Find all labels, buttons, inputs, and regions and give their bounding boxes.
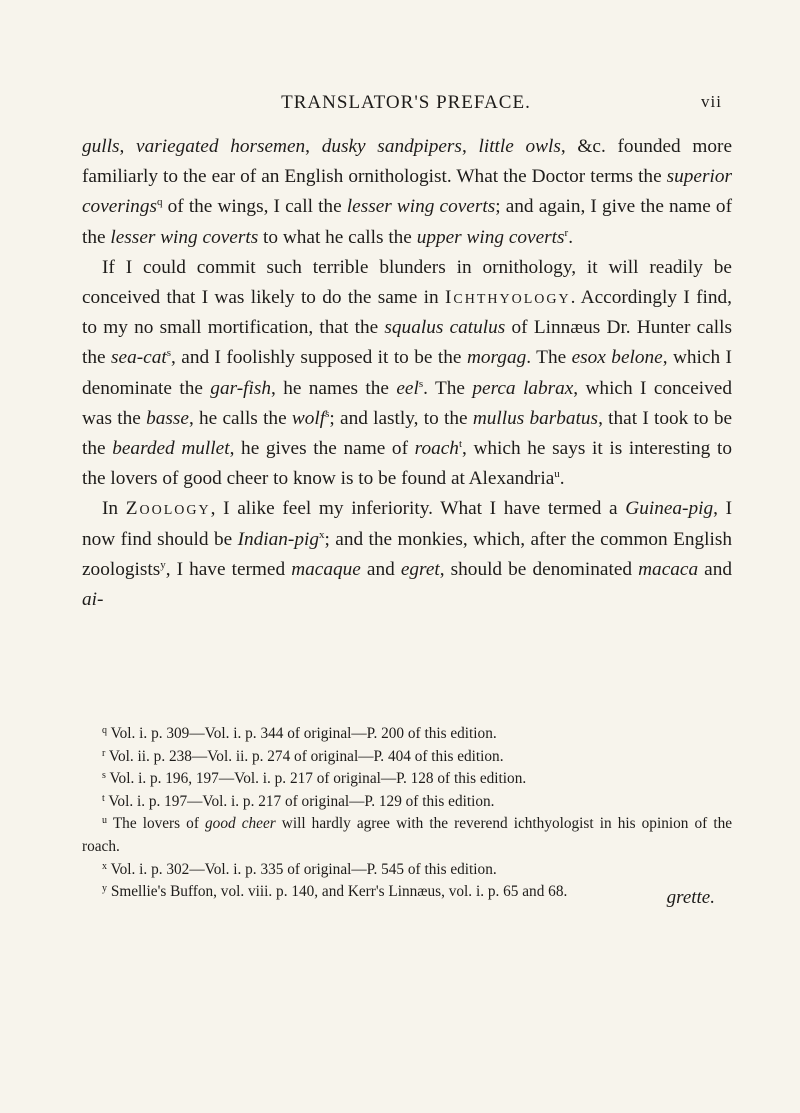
italic-term: superior coverings [82, 166, 732, 218]
footnote-r [82, 746, 732, 769]
italic-term: morgag [466, 347, 527, 369]
italic-term: eel [396, 377, 419, 399]
italic-term: sea-cat [111, 347, 167, 369]
italic-term: lesser wing coverts [110, 226, 259, 248]
footnote-text: Vol. i. p. 197—Vol. i. p. 217 of original—P. 129 of this edition. [108, 792, 495, 810]
italic-term: squalus catulus [384, 317, 506, 339]
footnote-mark: q [102, 725, 107, 736]
text-run: and [360, 558, 401, 580]
footnote-q [82, 723, 732, 746]
text-run: . [559, 468, 565, 490]
footnotes [82, 723, 732, 904]
footnote-ref: s [325, 407, 330, 420]
italic-term: basse [146, 407, 189, 429]
footnote-u [82, 813, 732, 858]
footnote-t [82, 791, 732, 814]
footnote-text: will hardly agree with the reverend ichthyologist in his opinion of the roach. [82, 815, 733, 855]
italic-term: mullus barbatus [472, 407, 599, 429]
text-run: , he names the [270, 377, 397, 399]
footnote-mark: y [102, 883, 107, 895]
italic-term: esox belone [571, 347, 663, 369]
footnote-ref: u [554, 468, 560, 481]
italic-term: little owls [478, 136, 561, 157]
text-run: , I alike feel my inferiority. What I have termed a [210, 498, 626, 520]
text-run: , that I took to be the [82, 407, 733, 460]
italic-term: bearded mullet [112, 438, 230, 460]
text-run: ; and lastly, to the [329, 407, 473, 429]
catchword: grette. [666, 887, 715, 908]
text-run: . Accordingly I find, to my no small mortification, that the [82, 287, 732, 339]
italic-term: dusky sandpipers [321, 136, 462, 157]
footnote-mark: x [102, 860, 107, 872]
text-run: In [102, 498, 126, 520]
footnote-mark: t [102, 792, 105, 804]
main-text [82, 132, 732, 615]
footnote-ref: y [160, 558, 166, 571]
italic-term: gulls [82, 136, 120, 157]
footnote-ref: q [156, 196, 163, 209]
footnote-y [82, 881, 732, 904]
text-run: , should be denominated [439, 558, 639, 580]
text-run: , he gives the name of [229, 438, 415, 460]
text-run: , I now find should be [82, 498, 733, 550]
small-caps-term: Ichthyology [444, 287, 571, 309]
footnote-text: The lovers of [112, 815, 206, 833]
text-run: ; and the monkies, which, after the common English zoologists [82, 528, 732, 580]
footnote-text: Vol. i. p. 196, 197—Vol. i. p. 217 of original—P. 128 of this edition. [109, 770, 527, 788]
text-run: of Linnæus Dr. Hunter calls the [82, 317, 732, 369]
text-run: . The [526, 347, 572, 369]
text-run: , &c. founded more familiarly to the ear of an English ornithologist. What the Doctor terms the [82, 136, 733, 188]
italic-term: egret [400, 558, 440, 580]
footnote-mark: u [102, 815, 107, 827]
text-run: , [461, 136, 479, 157]
italic-term: roach [414, 438, 459, 460]
text-run: , I have termed [165, 558, 292, 580]
italic-term: upper wing coverts [416, 226, 565, 248]
italic-term: macaca [638, 558, 699, 580]
text-run: . The [423, 377, 473, 399]
footnote-ref: t [458, 438, 462, 451]
paragraph-3 [82, 494, 732, 615]
text-run: to what he calls the [258, 226, 417, 248]
footnote-ref: s [418, 377, 424, 390]
text-run: . [568, 226, 574, 248]
text-run: of the wings, I call the [162, 196, 347, 218]
footnote-mark: r [102, 747, 106, 759]
footnote-ref: s [166, 347, 171, 360]
footnote-s [82, 768, 732, 791]
text-run: , which he says it is interesting to the lovers of good cheer to know is to be found at Alexandria [82, 438, 732, 490]
footnote-text: Vol. i. p. 302—Vol. i. p. 335 of original—P. 545 of this edition. [110, 860, 497, 878]
text-run: , which I conceived was the [82, 377, 732, 429]
text-run: ; and again, I give the name of the [82, 196, 732, 248]
italic-term: good cheer [205, 815, 276, 833]
italic-term: lesser wing coverts [346, 196, 496, 218]
italic-term: macaque [291, 558, 361, 580]
paragraph-2 [82, 253, 732, 495]
italic-term: gar-fish [210, 377, 271, 399]
footnote-mark: s [102, 770, 106, 782]
footnote-x [82, 859, 732, 882]
text-run: , [119, 136, 137, 157]
page-header [90, 92, 722, 122]
footnote-text: Smellie's Buffon, vol. viii. p. 140, and Kerr's Linnæus, vol. i. p. 65 and 68. [110, 883, 568, 901]
footnote-text: Vol. i. p. 309—Vol. i. p. 344 of original—P. 200 of this edition. [110, 725, 497, 742]
footnote-ref: x [319, 528, 325, 541]
small-caps-term: Zoology [125, 498, 211, 520]
italic-term: variegated horsemen [136, 136, 306, 157]
text-run: , [305, 136, 322, 157]
italic-term: Indian-pig [237, 528, 319, 550]
text-run: , he calls the [188, 407, 292, 429]
italic-term: ai- [82, 589, 104, 611]
text-run: and [698, 558, 733, 580]
footnote-text: Vol. ii. p. 238—Vol. ii. p. 274 of original—P. 404 of this edition. [108, 747, 504, 765]
page-number: vii [701, 92, 722, 111]
text-run: , and I foolishly supposed it to be the [170, 347, 467, 369]
paragraph-1 [82, 132, 732, 253]
italic-term: perca labrax [472, 377, 574, 399]
text-run: If I could commit such terrible blunders in ornithology, it will readily be conceived that I was likely to do the same in [82, 256, 732, 309]
footnote-ref: r [564, 226, 569, 239]
text-run: , which I denominate the [82, 347, 732, 399]
italic-term: Guinea-pig [625, 498, 714, 520]
running-head: TRANSLATOR'S PREFACE. [281, 92, 531, 113]
italic-term: wolf [291, 407, 326, 429]
